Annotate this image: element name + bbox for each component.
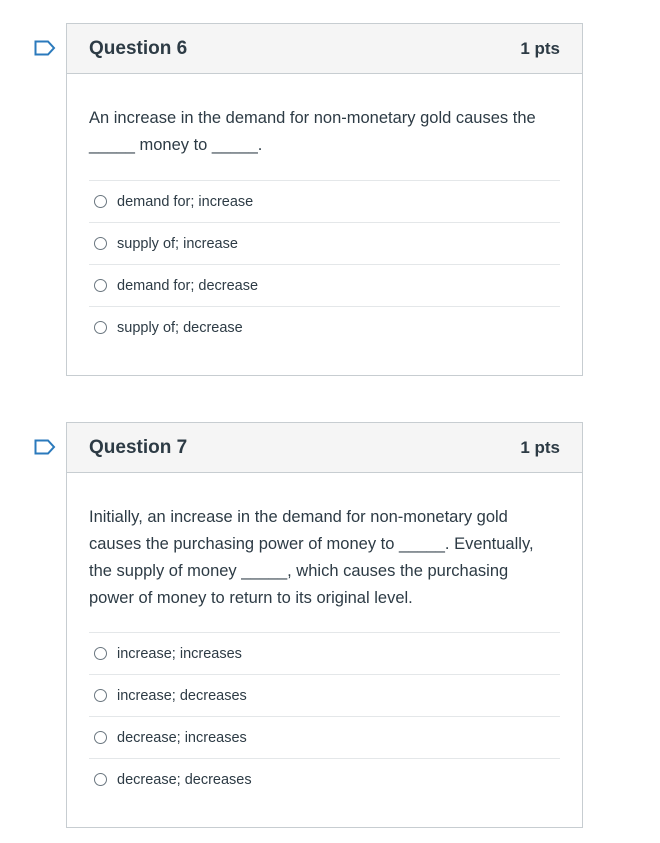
answer-option[interactable] xyxy=(89,180,560,222)
question-title: Question 6 xyxy=(89,37,188,59)
answer-option[interactable] xyxy=(89,632,560,674)
answer-label[interactable]: demand for; increase xyxy=(117,193,254,210)
flag-question-icon[interactable] xyxy=(34,40,56,56)
question-text-line: power of money to return to its original level. xyxy=(89,589,413,607)
answer-option[interactable] xyxy=(89,758,560,800)
question-body xyxy=(67,74,582,348)
answer-label[interactable]: decrease; decreases xyxy=(117,771,252,788)
question-header xyxy=(67,24,582,74)
question-title: Question 7 xyxy=(89,436,188,458)
answer-label[interactable]: increase; decreases xyxy=(117,687,247,704)
answer-label[interactable]: supply of; increase xyxy=(117,235,238,252)
answer-option[interactable] xyxy=(89,264,560,306)
radio-button-icon[interactable] xyxy=(94,647,107,660)
answer-option[interactable] xyxy=(89,674,560,716)
question-text-line: _____ money to _____. xyxy=(89,136,263,154)
radio-button-icon[interactable] xyxy=(94,237,107,250)
question-text xyxy=(89,473,560,632)
question-points: 1 pts xyxy=(520,38,560,58)
question-text xyxy=(89,74,560,180)
answer-label[interactable]: demand for; decrease xyxy=(117,277,259,294)
question-text-line: Initially, an increase in the demand for non-monetary gold xyxy=(89,508,508,526)
question-points: 1 pts xyxy=(520,437,560,457)
question-text-line: An increase in the demand for non-monetary gold causes the xyxy=(89,109,536,127)
question-text-line: causes the purchasing power of money to _____. Eventually, xyxy=(89,535,534,553)
radio-button-icon[interactable] xyxy=(94,731,107,744)
answer-option[interactable] xyxy=(89,716,560,758)
question-header xyxy=(67,423,582,473)
radio-button-icon[interactable] xyxy=(94,195,107,208)
radio-button-icon[interactable] xyxy=(94,279,107,292)
answer-list xyxy=(89,632,560,800)
answer-label[interactable]: decrease; increases xyxy=(117,729,247,746)
answer-option[interactable] xyxy=(89,306,560,348)
radio-button-icon[interactable] xyxy=(94,773,107,786)
radio-button-icon[interactable] xyxy=(94,689,107,702)
flag-question-icon[interactable] xyxy=(34,439,56,455)
answer-list xyxy=(89,180,560,348)
question-body xyxy=(67,473,582,800)
question-6 xyxy=(66,23,583,376)
answer-label[interactable]: increase; increases xyxy=(117,645,242,662)
answer-option[interactable] xyxy=(89,222,560,264)
question-7 xyxy=(66,422,583,828)
radio-button-icon[interactable] xyxy=(94,321,107,334)
answer-label[interactable]: supply of; decrease xyxy=(117,319,243,336)
question-text-line: the supply of money _____, which causes the purchasing xyxy=(89,562,509,580)
